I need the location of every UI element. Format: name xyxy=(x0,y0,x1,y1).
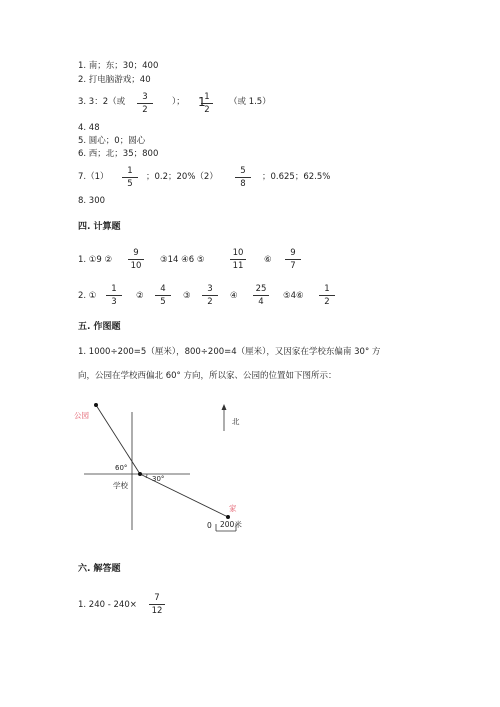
answer-7-mid: ；0.2；20%（2） xyxy=(146,172,218,182)
calc-row-2-fraction-1: 1 3 xyxy=(103,284,125,307)
angle-60-label: 60° xyxy=(115,464,128,472)
calc-row-2-fraction-2: 4 5 xyxy=(152,284,174,307)
home-label: 家 xyxy=(229,504,237,513)
park-point xyxy=(94,403,98,407)
school-point xyxy=(138,472,142,476)
question-1-expression: 1. 240 - 240× xyxy=(78,600,137,610)
school-label: 学校 xyxy=(113,481,128,490)
answer-6: 6. 西；北；35；800 xyxy=(78,149,159,159)
north-label: 北 xyxy=(232,417,240,426)
question-1-fraction: 7 12 xyxy=(146,593,168,616)
calc-row-1-a: 1. ①9 ② xyxy=(78,255,113,265)
answer-3-fraction: 3 2 xyxy=(134,92,156,115)
answer-5: 5. 圆心；0；圆心 xyxy=(78,136,146,146)
answer-3-mixed-fraction: 1 2 xyxy=(198,92,216,115)
scale-label: 200米 xyxy=(220,520,242,529)
calc-row-2-fraction-3: 3 2 xyxy=(199,284,221,307)
calc-row-1-c: ⑥ xyxy=(264,255,272,265)
angle-30-label: 30° xyxy=(152,475,165,483)
calc-row-1-fraction-3: 9 7 xyxy=(282,248,304,271)
answer-3-mid: ）； xyxy=(172,97,185,107)
answer-3-suffix: （或 1.5） xyxy=(229,97,271,107)
section-4-title: 四. 计算题 xyxy=(78,222,121,232)
answer-3-prefix: 3. 3：2（或 xyxy=(78,97,126,107)
calc-row-2-fraction-5: 1 2 xyxy=(316,284,338,307)
calc-row-2-d: ④ xyxy=(230,291,238,301)
section-6-title: 六. 解答题 xyxy=(78,564,121,574)
answer-7-suffix: ；0.625；62.5% xyxy=(262,172,331,182)
section-5-line-1: 1. 1000÷200=5（厘米），800÷200=4（厘米），又因家在学校东偏南 30° 方 xyxy=(78,347,381,357)
answer-8: 8. 300 xyxy=(78,196,106,206)
calc-row-1-b: ③14 ④6 ⑤ xyxy=(160,255,205,265)
north-arrow-icon xyxy=(222,404,227,410)
section-5-title: 五. 作图题 xyxy=(78,322,121,332)
calc-row-1-fraction-1: 9 10 xyxy=(125,248,147,271)
answer-4: 4. 48 xyxy=(78,123,100,133)
calc-row-2-c: ③ xyxy=(183,291,191,301)
section-5-line-2: 向，公园在学校西偏北 60° 方向，所以家、公园的位置如下图所示： xyxy=(78,371,337,381)
calc-row-2-e: ⑤4⑥ xyxy=(283,291,304,301)
calc-row-1-fraction-2: 10 11 xyxy=(227,248,249,271)
calc-row-2-a: 2. ① xyxy=(78,291,97,301)
answer-2: 2. 打电脑游戏；40 xyxy=(78,75,151,85)
answer-7-fraction-1: 1 5 xyxy=(119,166,141,189)
scale-zero-label: 0 xyxy=(207,521,212,530)
answer-7-prefix: 7.（1） xyxy=(78,172,109,182)
park-label: 公园 xyxy=(74,411,89,420)
calc-row-2-fraction-4: 25 4 xyxy=(250,284,272,307)
answer-7-fraction-2: 5 8 xyxy=(232,166,254,189)
answer-1: 1. 南；东；30；400 xyxy=(78,61,159,71)
calc-row-2-b: ② xyxy=(136,291,144,301)
answer-3-mixed-whole: 1 xyxy=(198,95,206,109)
